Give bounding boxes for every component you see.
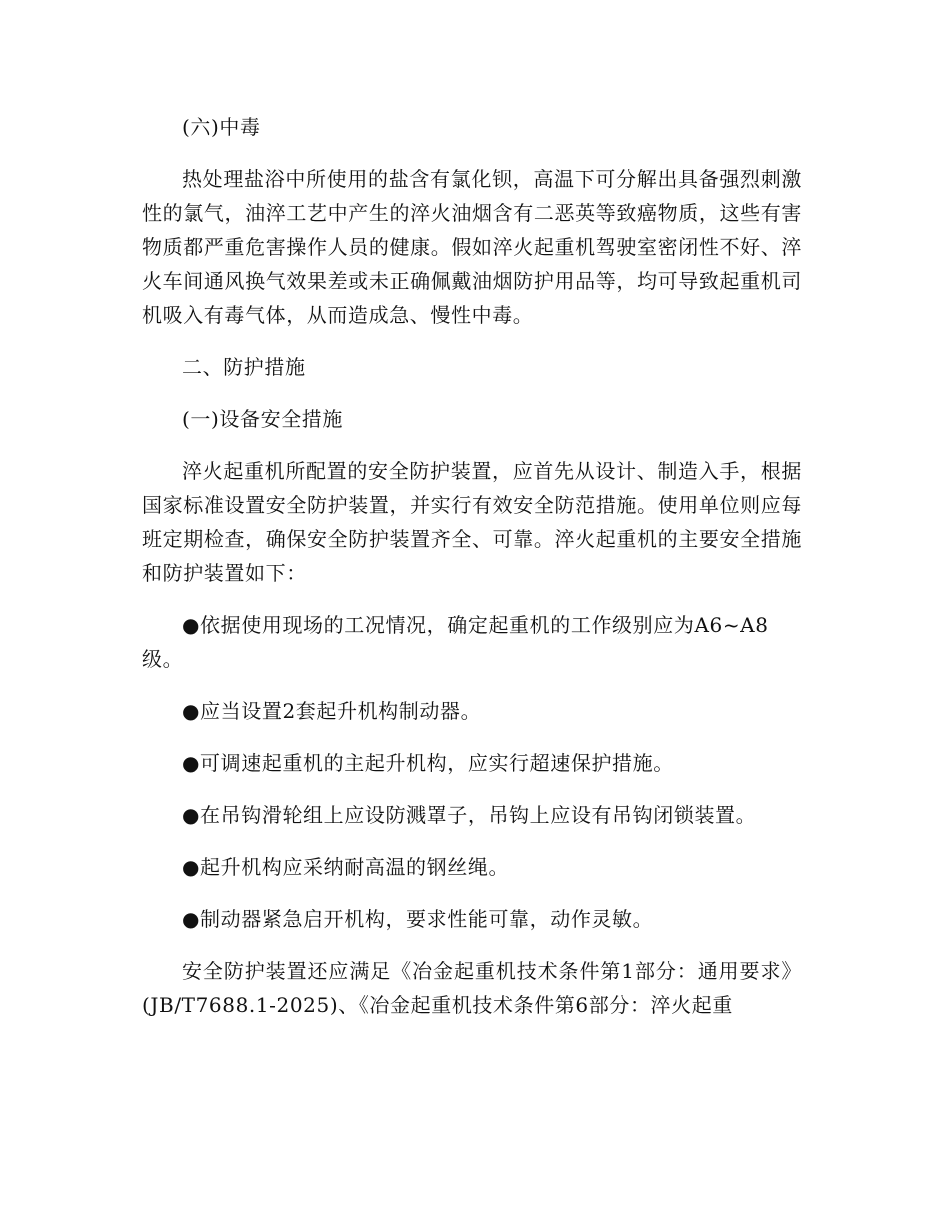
bullet-item-work-class: ●依据使用现场的工况情况，确定起重机的工作级别应为A6~A8级。 <box>142 613 769 671</box>
bullet-item-wire-rope: ●起升机构应采纳耐高温的钢丝绳。 <box>182 855 510 879</box>
bullet-item-emergency-release: ●制动器紧急启开机构，要求性能可靠，动作灵敏。 <box>182 907 654 931</box>
bullet-item-splash-guard: ●在吊钩滑轮组上应设防溅罩子，吊钩上应设有吊钩闭锁装置。 <box>182 803 757 827</box>
section-six-heading: (六)中毒 <box>182 115 261 139</box>
standards-paragraph: 安全防护装置还应满足《冶金起重机技术条件第1部分：通用要求》(JB/T7688.1-2025)、《冶金起重机技术条件第6部分：淬火起重 <box>142 959 802 1017</box>
poisoning-paragraph: 热处理盐浴中所使用的盐含有氯化钡，高温下可分解出具备强烈刺激性的氯气，油淬工艺中产生的淬火油烟含有二恶英等致癌物质，这些有害物质都严重危害操作人员的健康。假如淬火起重机驾驶室密闭性不好、淬火车间通风换气效果差或未正确佩戴油烟防护用品等，均可导致起重机司机吸入有毒气体，从而造成急、慢性中毒。 <box>142 167 802 327</box>
bullet-item-brakes: ●应当设置2套起升机构制动器。 <box>182 699 482 723</box>
subsection-one-heading: (一)设备安全措施 <box>182 407 344 431</box>
equipment-measures-paragraph: 淬火起重机所配置的安全防护装置，应首先从设计、制造入手，根据国家标准设置安全防护装置，并实行有效安全防范措施。使用单位则应每班定期检查，确保安全防护装置齐全、可靠。淬火起重机的主要安全措施和防护装置如下： <box>142 459 802 585</box>
section-two-heading: 二、防护措施 <box>182 355 306 379</box>
document-body <box>142 110 802 1040</box>
bullet-item-overspeed: ●可调速起重机的主起升机构，应实行超速保护措施。 <box>182 751 674 775</box>
